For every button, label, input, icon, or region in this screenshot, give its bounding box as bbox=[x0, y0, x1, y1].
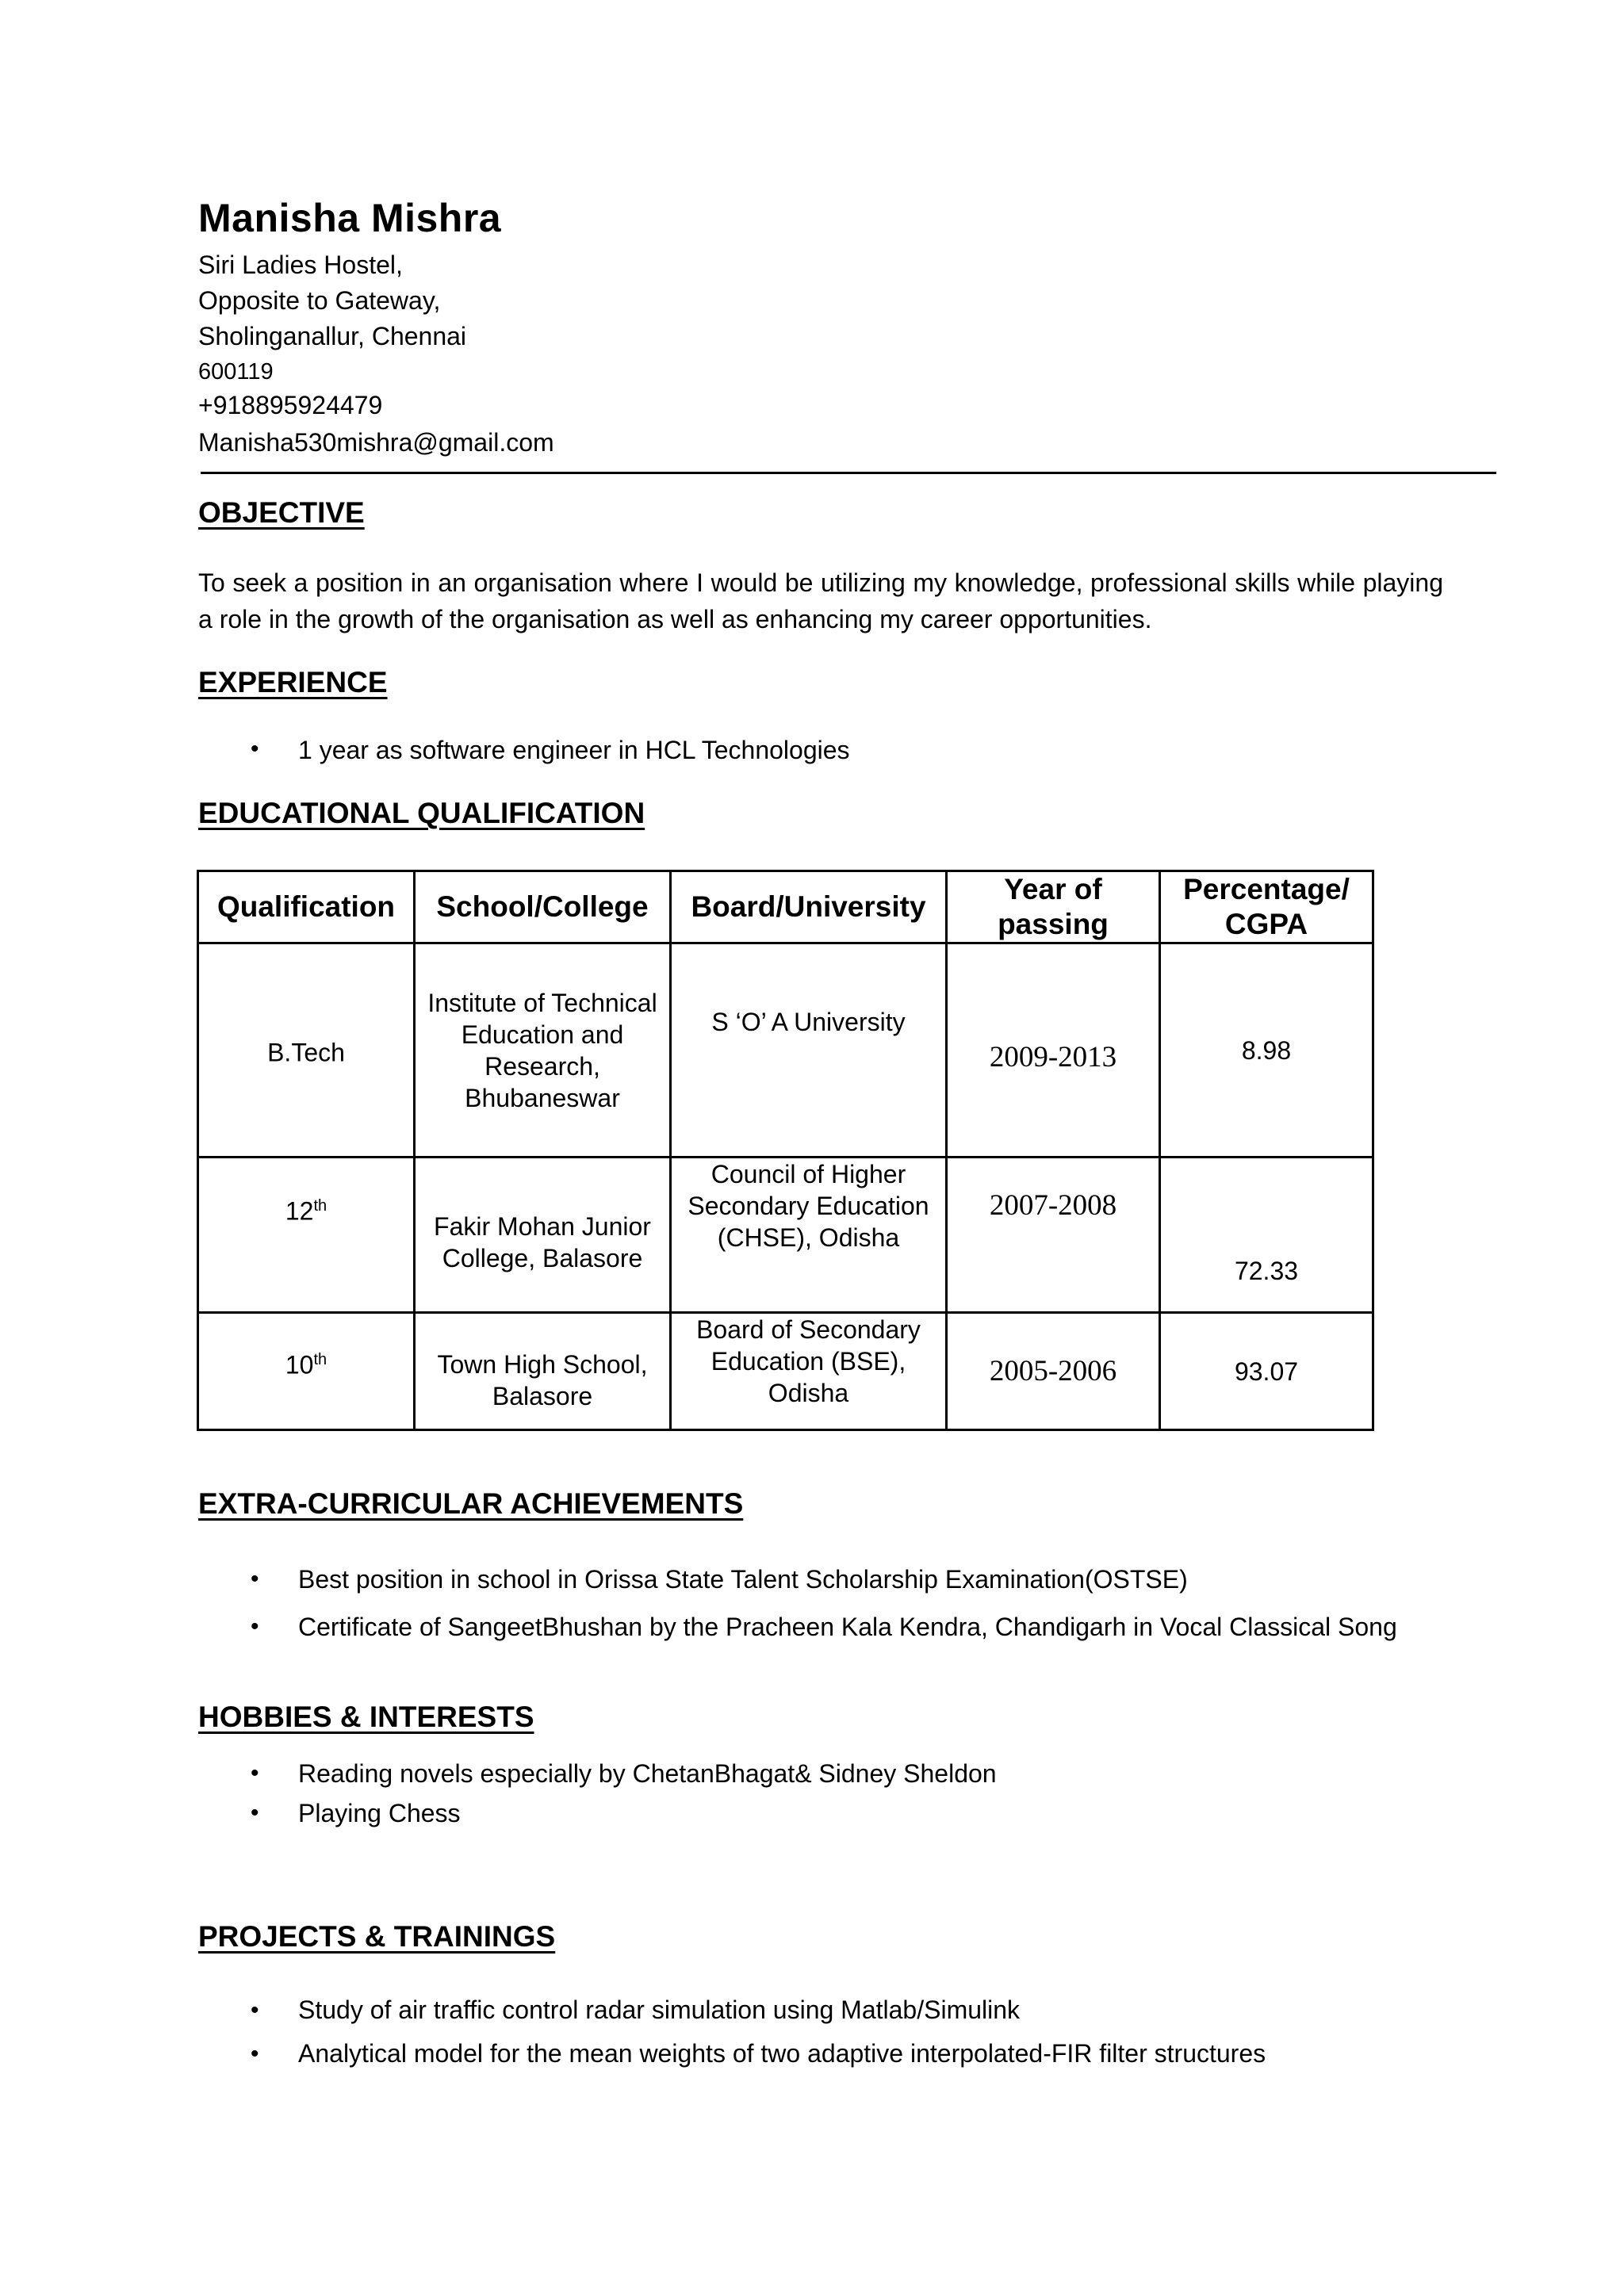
education-heading: EDUCATIONAL QUALIFICATION bbox=[198, 797, 645, 829]
bullet-icon: • bbox=[251, 736, 259, 762]
column-header: Board/University bbox=[671, 871, 947, 943]
email-address: Manisha530mishra@gmail.com bbox=[198, 428, 554, 457]
bullet-icon: • bbox=[251, 1566, 259, 1592]
table-row bbox=[198, 943, 1373, 1158]
extracurricular-list bbox=[198, 1556, 1507, 1651]
objective-heading: OBJECTIVE bbox=[198, 496, 365, 529]
extracurricular-heading: EXTRA-CURRICULAR ACHIEVEMENTS bbox=[198, 1487, 744, 1520]
header-divider bbox=[201, 472, 1496, 474]
board-cell: Board of Secondary Education (BSE), Odisha bbox=[671, 1313, 947, 1430]
board-cell: Council of Higher Secondary Education (CHSE), Odisha bbox=[671, 1158, 947, 1313]
column-header: Year of passing bbox=[947, 871, 1160, 943]
bullet-icon: • bbox=[251, 1613, 259, 1640]
hobby-item: Reading novels especially by ChetanBhagat& Sidney Sheldon bbox=[298, 1759, 997, 1788]
postal-code: 600119 bbox=[198, 359, 274, 385]
school-cell: Fakir Mohan Junior College, Balasore bbox=[415, 1158, 671, 1313]
bullet-icon: • bbox=[251, 1760, 259, 1786]
project-item: Study of air traffic control radar simulation using Matlab/Simulink bbox=[298, 1996, 1021, 2024]
project-item: Analytical model for the mean weights of two adaptive interpolated-FIR filter structures bbox=[298, 2039, 1266, 2068]
bullet-icon: • bbox=[251, 1997, 259, 2023]
list-item bbox=[198, 1556, 1507, 1603]
experience-list bbox=[198, 736, 1507, 765]
qualification-cell: 10th bbox=[198, 1313, 415, 1430]
phone-number: +918895924479 bbox=[198, 391, 383, 419]
column-header: Qualification bbox=[198, 871, 415, 943]
column-header: School/College bbox=[415, 871, 671, 943]
hobbies-list bbox=[198, 1754, 1507, 1833]
achievement-item: Best position in school in Orissa State Talent Scholarship Examination(OSTSE) bbox=[298, 1565, 1188, 1594]
address-line: Sholinganallur, Chennai bbox=[198, 322, 467, 350]
hobby-item: Playing Chess bbox=[298, 1799, 461, 1827]
year-cell: 2009-2013 bbox=[947, 943, 1160, 1158]
school-cell: Town High School, Balasore bbox=[415, 1313, 671, 1430]
bullet-icon: • bbox=[251, 2041, 259, 2067]
column-header: Percentage/ CGPA bbox=[1160, 871, 1373, 943]
table-row bbox=[198, 1158, 1373, 1313]
address-line: Opposite to Gateway, bbox=[198, 286, 441, 315]
list-item bbox=[198, 1754, 1507, 1793]
table-header-row bbox=[198, 871, 1373, 943]
score-cell: 8.98 bbox=[1160, 943, 1373, 1158]
list-item bbox=[198, 736, 1507, 765]
year-cell: 2005-2006 bbox=[947, 1313, 1160, 1430]
score-cell: 72.33 bbox=[1160, 1158, 1373, 1313]
list-item bbox=[198, 1603, 1503, 1651]
objective-text: To seek a position in an organisation where I would be utilizing my knowledge, professional skills while playing a role in the growth of the organisation as well as enhancing my career opportunities. bbox=[198, 568, 1443, 633]
experience-heading: EXPERIENCE bbox=[198, 666, 388, 698]
school-cell: Institute of Technical Education and Research, Bhubaneswar bbox=[415, 943, 671, 1158]
bullet-icon: • bbox=[251, 1800, 259, 1826]
projects-list bbox=[198, 1988, 1507, 2076]
qualification-cell: 12th bbox=[198, 1158, 415, 1313]
achievement-item: Certificate of SangeetBhushan by the Pracheen Kala Kendra, Chandigarh in Vocal Classical Song bbox=[298, 1613, 1397, 1641]
hobbies-heading: HOBBIES & INTERESTS bbox=[198, 1701, 534, 1733]
score-cell: 93.07 bbox=[1160, 1313, 1373, 1430]
experience-item: 1 year as software engineer in HCL Technologies bbox=[298, 736, 850, 764]
year-cell: 2007-2008 bbox=[947, 1158, 1160, 1313]
qualification-cell: B.Tech bbox=[198, 943, 415, 1158]
list-item bbox=[198, 2032, 1507, 2076]
projects-heading: PROJECTS & TRAININGS bbox=[198, 1920, 556, 1953]
list-item bbox=[198, 1988, 1507, 2032]
list-item bbox=[198, 1793, 1507, 1833]
candidate-name: Manisha Mishra bbox=[198, 196, 502, 240]
education-table bbox=[197, 870, 1374, 1431]
address-line: Siri Ladies Hostel, bbox=[198, 251, 403, 279]
board-cell: S ‘O’ A University bbox=[671, 943, 947, 1158]
table-row bbox=[198, 1313, 1373, 1430]
